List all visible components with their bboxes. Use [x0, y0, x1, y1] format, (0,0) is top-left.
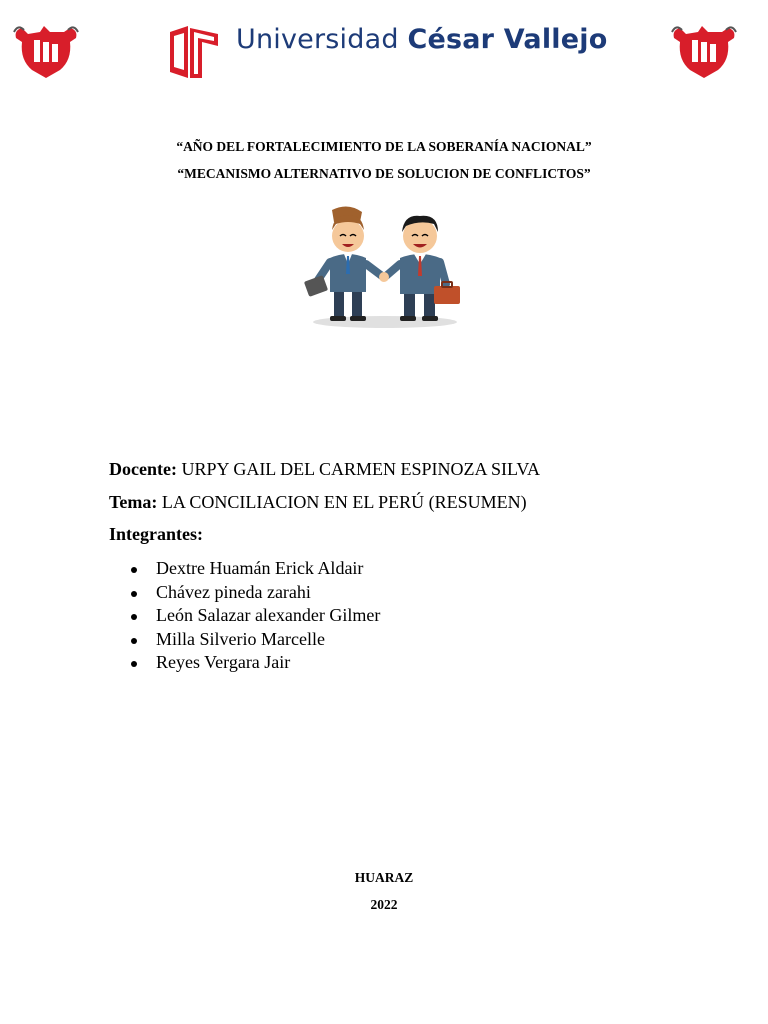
list-item-member: Reyes Vergara Jair — [131, 652, 380, 676]
footer-city: HUARAZ — [354, 870, 414, 885]
list-item-member: Milla Silverio Marcelle — [131, 629, 380, 653]
tema-value: LA CONCILIACION EN EL PERÚ (RESUMEN) — [157, 492, 527, 512]
docente-label: Docente: — [109, 459, 177, 479]
heading-year-motto: “AÑO DEL FORTALECIMIENTO DE LA SOBERANÍA NACIONAL” — [176, 139, 592, 154]
tema-line — [109, 492, 527, 513]
university-name — [236, 24, 607, 55]
list-item-member: Chávez pineda zarahi — [131, 582, 380, 606]
ucv-crest-left-icon — [10, 20, 82, 82]
members-list — [131, 558, 380, 676]
ucv-crest-right-icon — [668, 20, 740, 82]
handshake-businessmen-icon — [300, 200, 470, 330]
university-name-bold: César Vallejo — [407, 24, 608, 55]
footer-year: 2022 — [370, 897, 398, 912]
docente-line — [109, 459, 540, 480]
ucv-main-logo-icon — [168, 24, 220, 80]
list-item-member: León Salazar alexander Gilmer — [131, 605, 380, 629]
tema-label: Tema: — [109, 492, 158, 512]
integrantes-label: Integrantes: — [109, 524, 203, 544]
university-name-regular: Universidad — [236, 24, 408, 55]
list-item-member: Dextre Huamán Erick Aldair — [131, 558, 380, 582]
docente-value: URPY GAIL DEL CARMEN ESPINOZA SILVA — [176, 459, 541, 479]
heading-course-title: “MECANISMO ALTERNATIVO DE SOLUCION DE CONFLICTOS” — [177, 166, 591, 181]
